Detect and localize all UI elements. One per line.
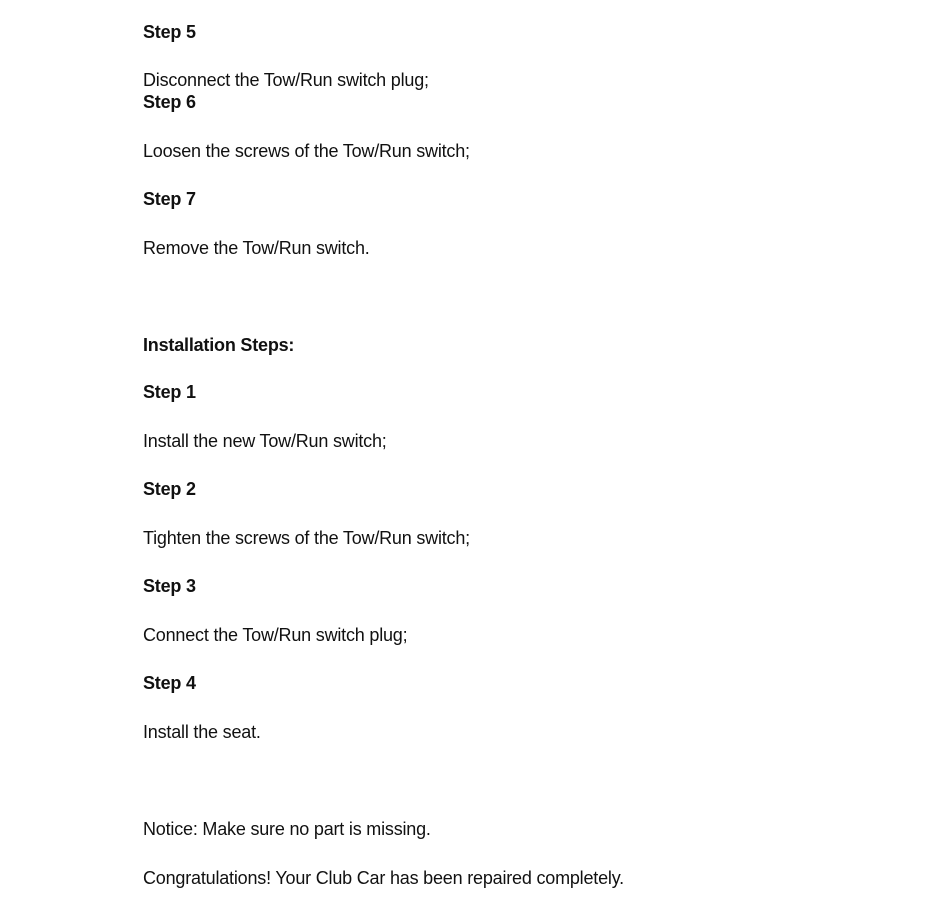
step-7-heading: Step 7 xyxy=(143,189,196,209)
step-7-text: Remove the Tow/Run switch. xyxy=(143,238,370,258)
install-step-2-text: Tighten the screws of the Tow/Run switch; xyxy=(143,528,470,548)
step-6-text: Loosen the screws of the Tow/Run switch; xyxy=(143,141,470,161)
installation-steps-title: Installation Steps: xyxy=(143,335,295,355)
install-step-4-text: Install the seat. xyxy=(143,722,261,742)
step-6-heading: Step 6 xyxy=(143,92,196,112)
step-5-heading: Step 5 xyxy=(143,22,196,42)
install-step-4-heading: Step 4 xyxy=(143,673,196,693)
congratulations-text: Congratulations! Your Club Car has been repaired completely. xyxy=(143,868,624,888)
install-step-3-heading: Step 3 xyxy=(143,576,196,596)
install-step-3-text: Connect the Tow/Run switch plug; xyxy=(143,625,408,645)
install-step-1-text: Install the new Tow/Run switch; xyxy=(143,431,387,451)
step-5-text: Disconnect the Tow/Run switch plug; xyxy=(143,70,429,90)
notice-text: Notice: Make sure no part is missing. xyxy=(143,819,431,839)
install-step-1-heading: Step 1 xyxy=(143,382,196,402)
install-step-2-heading: Step 2 xyxy=(143,479,196,499)
